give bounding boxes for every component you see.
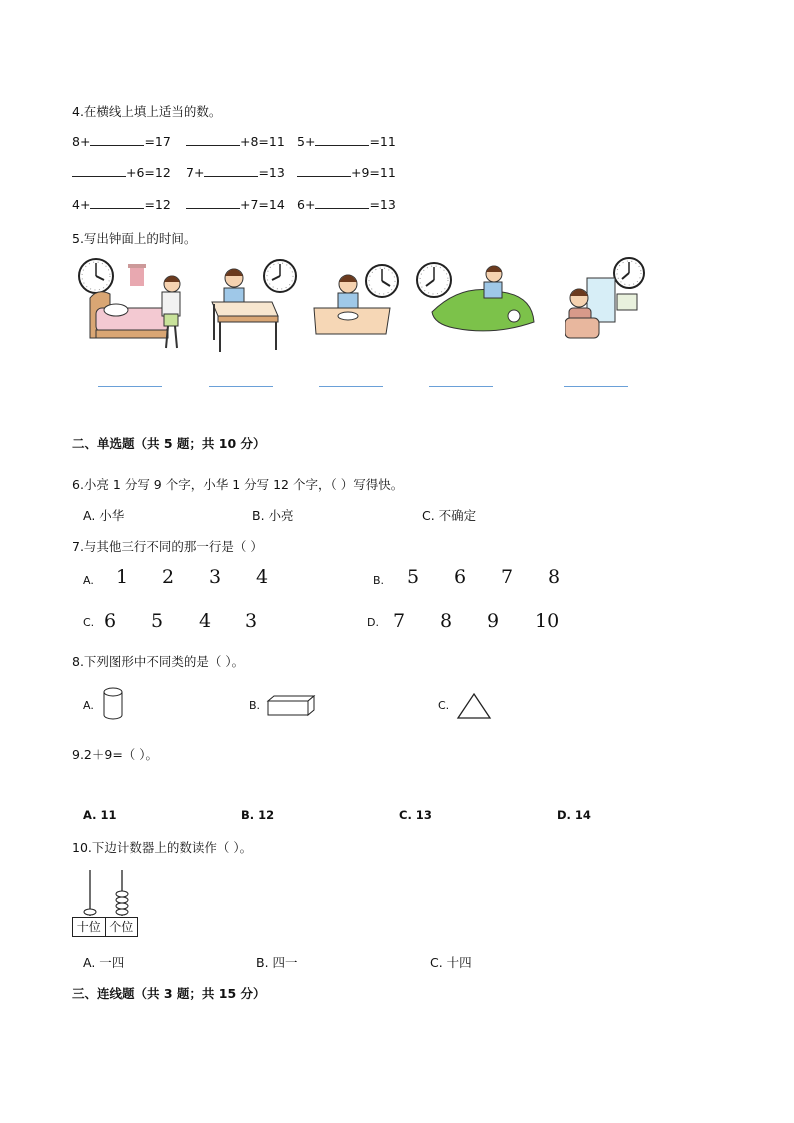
q7-b-num-1: 5 <box>407 566 420 588</box>
q7-d-num-2: 8 <box>440 610 453 632</box>
q7-title: 7.与其他三行不同的那一行是（ ） <box>72 539 263 554</box>
q10-option-c[interactable]: C. 十四 <box>430 955 472 970</box>
abacus-place-labels <box>72 917 138 937</box>
clock-icon <box>79 259 113 293</box>
q7-label-c[interactable]: C. <box>83 616 95 629</box>
q9-option-d[interactable]: D. 14 <box>557 808 591 822</box>
q9-option-b[interactable]: B. 12 <box>241 808 275 822</box>
q7-a-num-1: 1 <box>116 566 129 588</box>
q4-row3-eq1: 4+ =12 <box>72 197 171 212</box>
answer-blank[interactable] <box>186 135 240 146</box>
evening-clock-picture <box>565 256 645 342</box>
cylinder-icon <box>102 687 124 721</box>
q6-title: 6.小亮 1 分写 9 个字，小华 1 分写 12 个字，（ ）写得快。 <box>72 477 404 492</box>
q4-row3-eq2: +7=14 <box>186 197 285 212</box>
q7-d-num-1: 7 <box>393 610 406 632</box>
q7-c-num-1: 6 <box>104 610 117 632</box>
playing-clock-picture <box>414 260 536 332</box>
clock-icon <box>366 265 398 297</box>
q10-option-b[interactable]: B. 四一 <box>256 955 298 970</box>
time-answer-line-3[interactable] <box>319 386 383 387</box>
clock-icon <box>264 260 296 292</box>
triangle-icon <box>456 692 492 720</box>
time-answer-line-2[interactable] <box>209 386 273 387</box>
q7-a-num-3: 3 <box>209 566 222 588</box>
time-answer-line-4[interactable] <box>429 386 493 387</box>
clock-icon <box>417 263 451 297</box>
q5-title: 5.写出钟面上的时间。 <box>72 231 197 246</box>
q4-row2-eq2: 7+ =13 <box>186 165 285 180</box>
time-answer-line-1[interactable] <box>98 386 162 387</box>
q7-label-d[interactable]: D. <box>367 616 379 629</box>
section-2-title: 二、单选题（共 5 题；共 10 分） <box>72 436 266 451</box>
q9-option-c[interactable]: C. 13 <box>399 808 432 822</box>
section-3-title: 三、连线题（共 3 题；共 15 分） <box>72 986 266 1001</box>
q7-b-num-2: 6 <box>454 566 467 588</box>
ones-label: 个位 <box>109 920 134 934</box>
q8-label-c[interactable]: C. <box>438 699 450 712</box>
clock-icon <box>614 258 644 288</box>
time-answer-line-5[interactable] <box>564 386 628 387</box>
homework-clock-picture <box>206 258 300 354</box>
answer-blank[interactable] <box>186 198 240 209</box>
q9-title: 9.2＋9=（ ）。 <box>72 747 159 762</box>
q10-title: 10.下边计数器上的数读作（ ）。 <box>72 840 253 855</box>
q7-d-num-3: 9 <box>487 610 500 632</box>
abacus-counter <box>72 868 142 918</box>
q7-label-b[interactable]: B. <box>373 574 385 587</box>
answer-blank[interactable] <box>204 166 258 177</box>
answer-blank[interactable] <box>90 198 144 209</box>
q7-c-num-3: 4 <box>199 610 212 632</box>
q4-title: 4.在横线上填上适当的数。 <box>72 104 222 119</box>
bedroom-clock-picture <box>76 256 194 354</box>
answer-blank[interactable] <box>90 135 144 146</box>
q6-option-c[interactable]: C. 不确定 <box>422 508 477 523</box>
q4-row1-eq2: +8=11 <box>186 134 285 149</box>
q7-d-num-4: 10 <box>535 610 560 632</box>
q7-b-num-4: 8 <box>548 566 561 588</box>
q4-row2-eq3: +9=11 <box>297 165 396 180</box>
q4-row2-eq1: +6=12 <box>72 165 171 180</box>
q7-c-num-4: 3 <box>245 610 258 632</box>
q9-option-a[interactable]: A. 11 <box>83 808 117 822</box>
answer-blank[interactable] <box>297 166 351 177</box>
cuboid-icon <box>266 695 316 717</box>
q7-a-num-4: 4 <box>256 566 269 588</box>
q10-option-a[interactable]: A. 一四 <box>83 955 125 970</box>
q4-row3-eq3: 6+ =13 <box>297 197 396 212</box>
tens-label: 十位 <box>73 918 106 936</box>
answer-blank[interactable] <box>72 166 126 177</box>
meal-clock-picture <box>306 262 402 338</box>
q6-option-a[interactable]: A. 小华 <box>83 508 125 523</box>
answer-blank[interactable] <box>315 135 369 146</box>
q7-b-num-3: 7 <box>501 566 514 588</box>
q8-label-a[interactable]: A. <box>83 699 94 712</box>
q7-a-num-2: 2 <box>162 566 175 588</box>
answer-blank[interactable] <box>315 198 369 209</box>
q6-option-b[interactable]: B. 小亮 <box>252 508 294 523</box>
q7-c-num-2: 5 <box>151 610 164 632</box>
q7-label-a[interactable]: A. <box>83 574 94 587</box>
q8-label-b[interactable]: B. <box>249 699 261 712</box>
q4-row1-eq3: 5+ =11 <box>297 134 396 149</box>
q4-row1-eq1: 8+ =17 <box>72 134 171 149</box>
q8-title: 8.下列图形中不同类的是（ ）。 <box>72 654 245 669</box>
